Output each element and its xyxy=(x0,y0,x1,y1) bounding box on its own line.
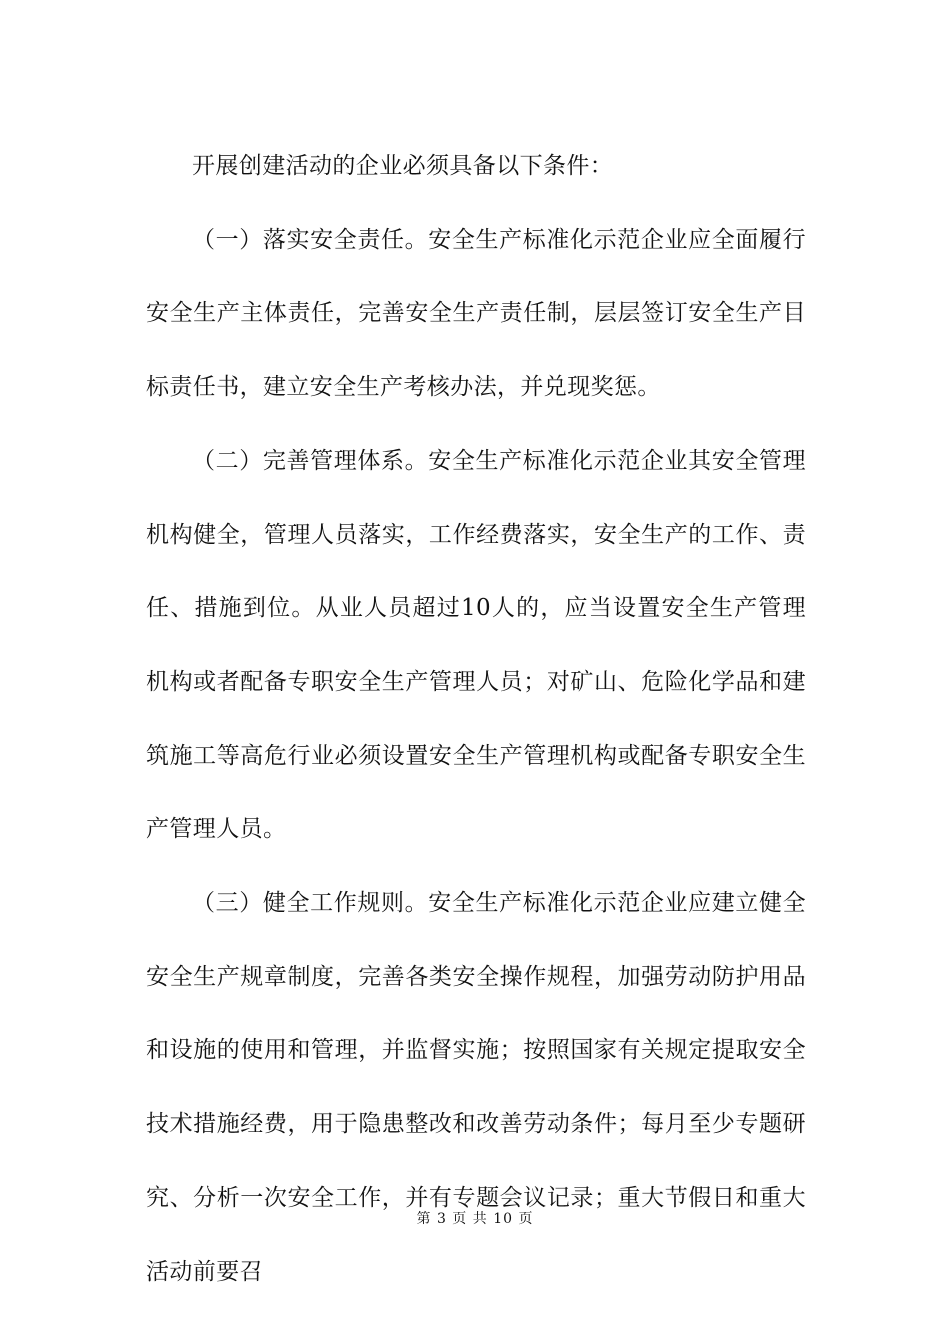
paragraph-work-rules: （三）健全工作规则。安全生产标准化示范企业应建立健全安全生产规章制度，完善各类安全操作规程，加强劳动防护用品和设施的使用和管理，并监督实施；按照国家有关规定提取安全技术措施经费，用于隐患整改和改善劳动条件；每月至少专题研究、分析一次安全工作，并有专题会议记录；重大节假日和重大活动前要召 xyxy=(146,890,806,1285)
paragraph-safety-responsibility: （一）落实安全责任。安全生产标准化示范企业应全面履行安全生产主体责任，完善安全生产责任制，层层签订安全生产目标责任书，建立安全生产考核办法，并兑现奖惩。 xyxy=(146,226,806,401)
paragraph-management-system: （二）完善管理体系。安全生产标准化示范企业其安全管理机构健全，管理人员落实，工作经费落实，安全生产的工作、责任、措施到位。从业人员超过10人的，应当设置安全生产管理机构或者配备专职安全生产管理人员；对矿山、危险化学品和建筑施工等高危行业必须设置安全生产管理机构或配备专职安全生产管理人员。 xyxy=(146,447,806,843)
page-footer xyxy=(0,1208,950,1228)
document-body xyxy=(146,130,806,1309)
page-number-label: 第 3 页 共 10 页 xyxy=(416,1211,534,1227)
paragraph-intro: 开展创建活动的企业必须具备以下条件： xyxy=(192,153,614,179)
